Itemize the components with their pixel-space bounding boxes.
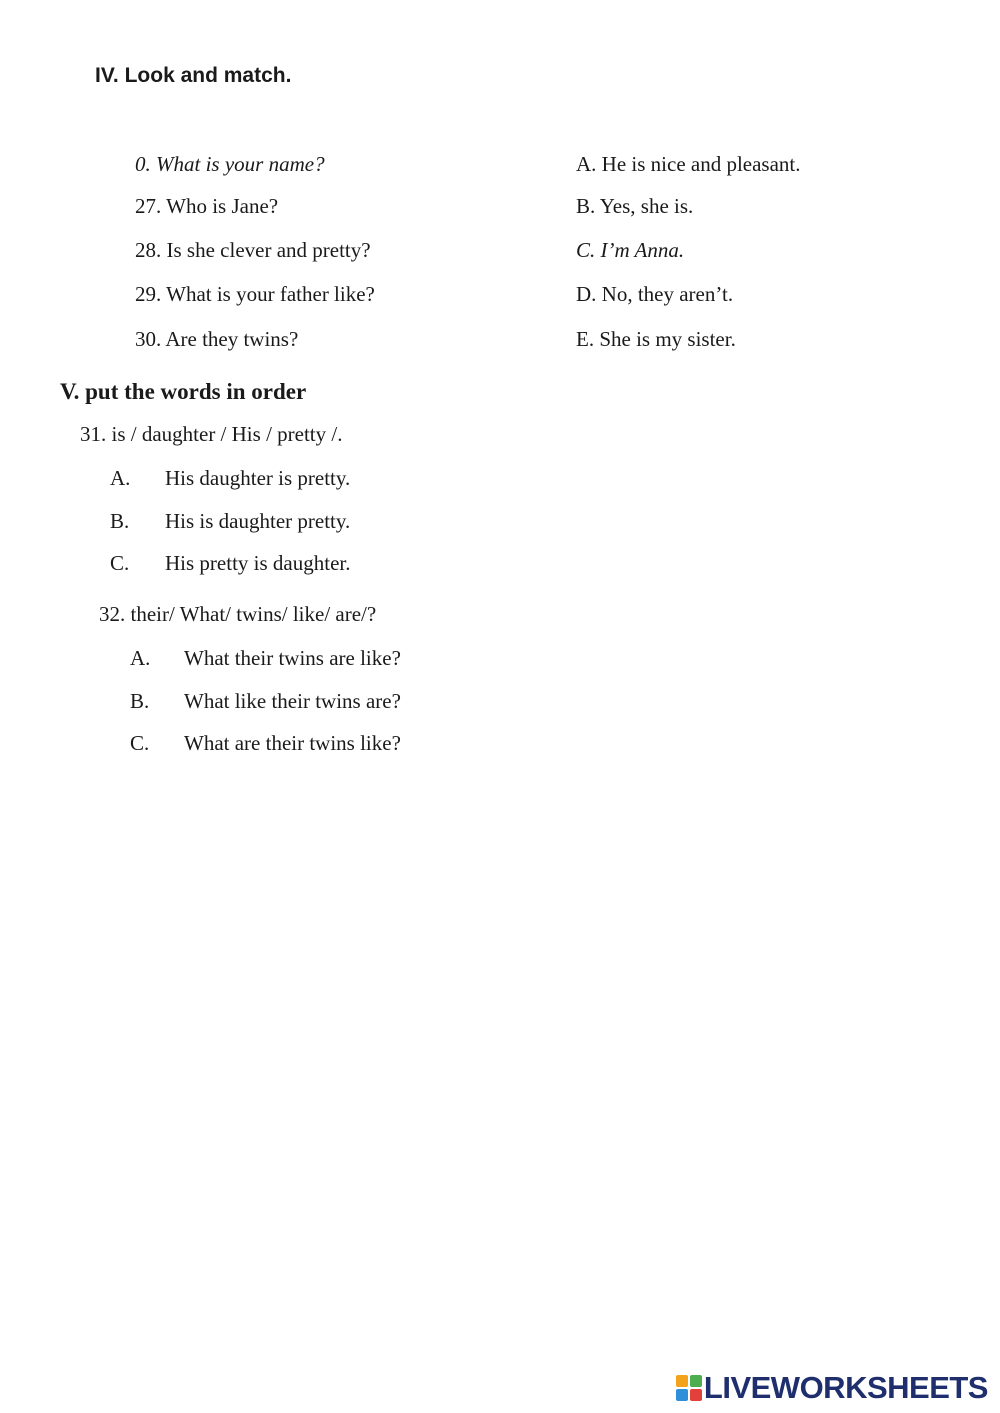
q31-option-a-text: His daughter is pretty.: [165, 466, 351, 490]
q32-option-b-letter: B.: [130, 689, 150, 713]
q31-option-c-letter: C.: [110, 551, 130, 575]
q32-option-a-text: What their twins are like?: [184, 646, 401, 670]
q31-option-b-text: His is daughter pretty.: [165, 509, 351, 533]
q31-option-a-letter: A.: [110, 466, 131, 490]
match-answer-d: D. No, they aren’t.: [576, 282, 734, 306]
q31-option-b-letter: B.: [110, 509, 130, 533]
section-4-title: IV. Look and match.: [95, 64, 292, 87]
match-question-27: 27. Who is Jane?: [135, 194, 279, 218]
q32-option-a-letter: A.: [130, 646, 151, 670]
liveworksheets-logo: [676, 1370, 988, 1406]
q32-option-c-text: What are their twins like?: [184, 731, 401, 755]
question-31-stem: 31. is / daughter / His / pretty /.: [80, 422, 343, 446]
match-question-29: 29. What is your father like?: [135, 282, 375, 306]
q32-option-b-text: What like their twins are?: [184, 689, 401, 713]
match-answer-a: A. He is nice and pleasant.: [576, 152, 801, 176]
match-question-0: 0. What is your name?: [135, 152, 325, 176]
match-answer-b: B. Yes, she is.: [576, 194, 694, 218]
match-question-28: 28. Is she clever and pretty?: [135, 238, 371, 262]
q31-option-c-text: His pretty is daughter.: [165, 551, 351, 575]
match-answer-e: E. She is my sister.: [576, 327, 736, 351]
logo-text: LIVEWORKSHEETS: [703, 1370, 988, 1405]
match-answer-c: C. I’m Anna.: [576, 238, 685, 262]
match-question-30: 30. Are they twins?: [135, 327, 299, 351]
section-5-title: V. put the words in order: [60, 379, 307, 404]
question-32-stem: 32. their/ What/ twins/ like/ are/?: [99, 602, 377, 626]
liveworksheets-logo-icon: [676, 1375, 702, 1401]
q32-option-c-letter: C.: [130, 731, 150, 755]
